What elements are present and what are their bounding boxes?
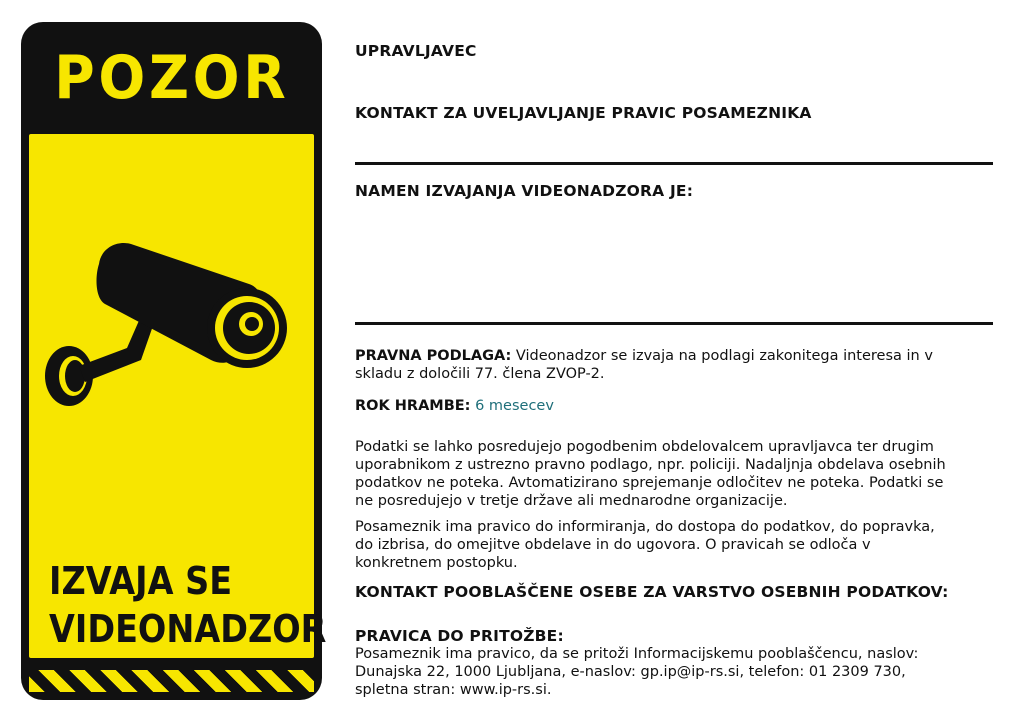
purpose-label: NAMEN IZVAJANJA VIDEONADZORA JE: bbox=[355, 182, 694, 200]
divider-2 bbox=[355, 322, 993, 325]
paragraph-1-line: uporabnikom z ustrezno pravno podlago, npr. policiji. Nadaljnja obdelava osebnih bbox=[355, 457, 946, 473]
warning-sign bbox=[21, 22, 327, 700]
complaint-label: PRAVICA DO PRITOŽBE: bbox=[355, 627, 564, 645]
paragraph-2-line: konkretnem postopku. bbox=[355, 555, 518, 571]
sign-bottom-line-1: IZVAJA SE bbox=[49, 559, 233, 603]
controller-label: UPRAVLJAVEC bbox=[355, 42, 477, 60]
paragraph-2-line: do izbrisa, do omejitve obdelave in do ugovora. O pravicah se odloča v bbox=[355, 537, 871, 553]
complaint-line: spletna stran: www.ip-rs.si. bbox=[355, 682, 552, 698]
sign-bottom-line-2: VIDEONADZOR bbox=[49, 607, 327, 651]
complaint-line: Posameznik ima pravico, da se pritoži Informacijskemu pooblaščencu, naslov: bbox=[355, 646, 919, 662]
contact-label: KONTAKT ZA UVELJAVLJANJE PRAVIC POSAMEZNIKA bbox=[355, 104, 812, 122]
legal-basis-line-1 bbox=[355, 347, 995, 365]
paragraph-2-line: Posameznik ima pravico do informiranja, do dostopa do podatkov, do popravka, bbox=[355, 519, 935, 535]
paragraph-1-line: podatkov ne poteka. Avtomatizirano sprejemanje odločitev ne poteka. Podatki se bbox=[355, 475, 944, 491]
complaint-text bbox=[355, 645, 995, 699]
sign-header bbox=[21, 22, 322, 134]
sign-title: POZOR bbox=[53, 43, 290, 113]
paragraph-1-line: Podatki se lahko posredujejo pogodbenim obdelovalcem upravljavca ter drugim bbox=[355, 439, 934, 455]
paragraph-2 bbox=[355, 518, 995, 572]
legal-basis-label: PRAVNA PODLAGA: bbox=[355, 348, 512, 364]
retention-label: ROK HRAMBE: bbox=[355, 398, 471, 414]
dpo-label: KONTAKT POOBLAŠČENE OSEBE ZA VARSTVO OSEBNIH PODATKOV: bbox=[355, 583, 949, 601]
retention-value: 6 mesecev bbox=[475, 398, 554, 414]
paragraph-1-line: ne posredujejo v tretje države ali mednarodne organizacije. bbox=[355, 493, 788, 509]
divider-1 bbox=[355, 162, 993, 165]
legal-basis bbox=[355, 347, 995, 383]
cctv-camera-icon bbox=[39, 226, 309, 416]
legal-basis-line-2: skladu z določili 77. člena ZVOP-2. bbox=[355, 366, 605, 382]
hazard-stripes bbox=[29, 670, 314, 692]
retention bbox=[355, 397, 554, 415]
complaint-line: Dunajska 22, 1000 Ljubljana, e-naslov: gp.ip@ip-rs.si, telefon: 01 2309 730, bbox=[355, 664, 906, 680]
sign-bottom-text bbox=[49, 557, 327, 653]
sign-yellow-panel bbox=[29, 134, 327, 658]
paragraph-1 bbox=[355, 438, 995, 510]
legal-basis-text: Videonadzor se izvaja na podlagi zakonitega interesa in v bbox=[515, 348, 933, 364]
